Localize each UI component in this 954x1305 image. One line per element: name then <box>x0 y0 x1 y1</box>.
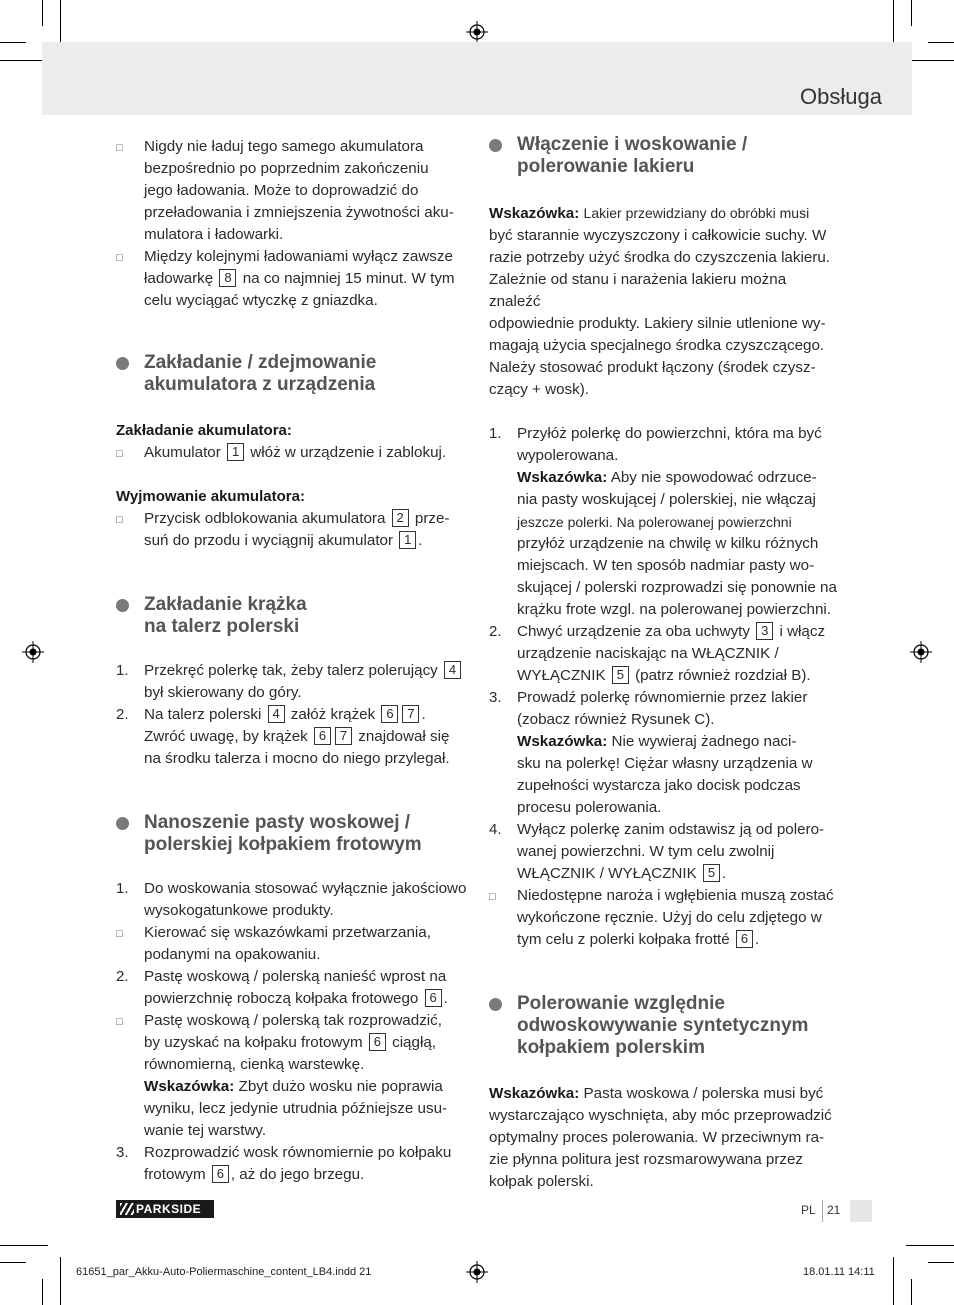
text-line: Przyłóż polerkę do powierzchni, która ma być <box>517 425 822 442</box>
text-line <box>517 863 841 885</box>
text-line: wystarczająco wyschnięta, aby móc przeprowadzić <box>489 1107 832 1124</box>
part-number-ref: 2 <box>392 509 409 527</box>
text-line: procesu polerowania. <box>517 799 662 816</box>
part-number-ref: 6 <box>212 1165 229 1183</box>
text-line: celu wyciągać wtyczkę z gniazdka. <box>144 292 378 309</box>
section-bullet-icon <box>489 139 502 152</box>
text-line: był skierowany do góry. <box>144 684 302 701</box>
square-bullet-icon: □ <box>116 448 123 460</box>
list-number: 3. <box>116 1144 129 1161</box>
text-fragment: . <box>418 532 423 549</box>
heading-line: Zakładanie krążka <box>144 594 307 615</box>
crop-mark <box>928 1262 954 1263</box>
text-line: Pastę woskową / polerską tak rozprowadzić, <box>144 1012 442 1029</box>
list-item <box>116 660 468 704</box>
list-item <box>116 878 468 922</box>
heading-line: polerowanie lakieru <box>517 156 695 177</box>
text-line <box>144 988 468 1010</box>
note-label: Wskazówka: <box>489 205 580 222</box>
text-fragment: Lakier przewidziany do obróbki musi <box>583 205 810 221</box>
text-line: urządzenie naciskając na WŁĄCZNIK / <box>517 645 779 662</box>
text-line <box>144 442 468 464</box>
list-number: 2. <box>116 968 129 985</box>
text-line: jeszcze polerki. Na polerowanej powierzchni <box>517 514 792 530</box>
brand-text: PARKSIDE <box>136 1202 202 1216</box>
logo-stripes-icon <box>120 1203 134 1215</box>
crop-mark <box>911 0 912 26</box>
square-bullet-icon: □ <box>116 252 123 264</box>
text-line: przeładowania i zmniejszenia żywotności aku- <box>144 204 454 221</box>
list-item <box>489 687 841 819</box>
registration-mark-icon <box>910 641 932 663</box>
text-line: optymalny proces polerowania. W przeciwnym ra- <box>489 1129 825 1146</box>
text-line <box>517 929 841 951</box>
text-line: jego ładowania. Może to doprowadzić do <box>144 182 419 199</box>
part-number-ref: 1 <box>399 531 416 549</box>
crop-mark <box>42 1279 43 1305</box>
print-slug-file: 61651_par_Akku-Auto-Poliermaschine_content_LB4.indd 21 <box>76 1266 372 1278</box>
text-line <box>144 508 468 530</box>
text-line <box>144 530 468 552</box>
text-line <box>517 621 841 643</box>
text-fragment: na co najmniej 15 minut. W tym <box>242 270 455 287</box>
list-item <box>489 885 841 951</box>
crop-mark <box>0 1262 26 1263</box>
text-fragment: suń do przodu i wyciągnij akumulator <box>144 532 394 549</box>
text-fragment: Nie wywieraj żadnego naci- <box>611 733 797 750</box>
text-fragment: ciągłą, <box>392 1034 436 1051</box>
part-number-ref: 5 <box>612 666 629 684</box>
section-heading <box>489 134 841 178</box>
text-line: razie potrzeby użyć środka do czyszczenia lakieru. <box>489 249 831 266</box>
section-heading <box>489 993 841 1059</box>
crop-mark <box>60 1257 61 1305</box>
text-fragment: by uzyskać na kołpaku frotowym <box>144 1034 363 1051</box>
list-item <box>116 508 468 552</box>
text-line: Kierować się wskazówkami przetwarzania, <box>144 924 431 941</box>
list-number: 1. <box>116 662 129 679</box>
text-fragment: Akumulator <box>144 444 221 461</box>
list-item <box>116 922 468 966</box>
list-item <box>116 704 468 770</box>
text-line: przyłóż urządzenie na chwilę w kilku różnych <box>517 535 819 552</box>
text-fragment: Zwróć uwagę, by krążek <box>144 728 308 745</box>
text-line <box>489 1083 841 1105</box>
text-line: zie płynna politura jest rozsmarowywana przez <box>489 1151 804 1168</box>
text-fragment: . <box>754 931 760 948</box>
text-fragment: . <box>721 865 727 882</box>
text-line <box>144 1076 468 1098</box>
list-item <box>116 246 468 312</box>
list-number: 1. <box>116 880 129 897</box>
crop-mark <box>0 1245 48 1246</box>
text-line: wysokogatunkowe produkty. <box>144 902 334 919</box>
text-fragment: , aż do jego brzegu. <box>230 1166 365 1183</box>
text-line: być starannie wyczyszczony i całkowicie suchy. W <box>489 227 827 244</box>
crop-mark <box>42 0 43 26</box>
text-line: Rozprowadzić wosk równomiernie po kołpaku <box>144 1144 452 1161</box>
text-line: sku na polerkę! Ciężar własny urządzenia w <box>517 755 813 772</box>
text-line: zupełności wystarcza jako docisk podczas <box>517 777 801 794</box>
registration-mark-icon <box>466 21 488 43</box>
part-number-ref: 6 <box>736 930 753 948</box>
text-fragment: Na talerz polerski <box>144 706 262 723</box>
text-line: Między kolejnymi ładowaniami wyłącz zawsze <box>144 248 453 265</box>
subheading: Zakładanie akumulatora: <box>116 422 292 439</box>
text-fragment: Chwyć urządzenie za oba uchwyty <box>517 623 750 640</box>
list-item <box>116 1142 468 1186</box>
part-number-ref: 8 <box>219 269 236 287</box>
square-bullet-icon: □ <box>116 142 123 154</box>
list-item <box>116 442 468 464</box>
list-item <box>116 1010 468 1142</box>
text-line: równomierną, cienką warstewkę. <box>144 1056 365 1073</box>
text-fragment: załóż krążek <box>290 706 376 723</box>
text-line: Należy stosować produkt łączony (środek czysz- <box>489 359 816 376</box>
list-number: 3. <box>489 689 502 706</box>
text-line: bezpośrednio po poprzednim zakończeniu <box>144 160 429 177</box>
text-line: odpowiednie produkty. Lakiery silnie utlenione wy- <box>489 315 826 332</box>
text-line: skującej / polerski rozprowadzi się ponownie na <box>517 579 837 596</box>
heading-line: Polerowanie względnie <box>517 993 725 1014</box>
part-number-ref: 4 <box>268 705 285 723</box>
crop-mark <box>0 60 48 61</box>
text-line <box>144 704 468 726</box>
text-fragment: Przycisk odblokowania akumulatora <box>144 510 386 527</box>
crop-mark <box>893 0 894 48</box>
part-number-ref: 3 <box>756 622 773 640</box>
text-line: krążku frote wzgl. na polerowanej powierzchni. <box>517 601 832 618</box>
section-bullet-icon <box>116 817 129 830</box>
note-label: Wskazówka: <box>517 733 608 750</box>
registration-mark-icon <box>466 1261 488 1283</box>
text-line: magają użycia specjalnego środka czyszczącego. <box>489 337 825 354</box>
text-fragment: (patrz również rozdział B). <box>635 667 811 684</box>
section-heading <box>116 352 468 396</box>
list-number: 4. <box>489 821 502 838</box>
list-item <box>489 819 841 885</box>
crop-mark <box>928 42 954 43</box>
left-column <box>116 132 468 1186</box>
text-line: Wyłącz polerkę zanim odstawisz ją od polero- <box>517 821 825 838</box>
square-bullet-icon: □ <box>116 1016 123 1028</box>
parkside-logo <box>116 1200 214 1218</box>
header-band <box>42 42 912 115</box>
note-paragraph <box>489 202 841 401</box>
subheading: Wyjmowanie akumulatora: <box>116 488 305 505</box>
section-bullet-icon <box>116 357 129 370</box>
text-line <box>517 731 841 753</box>
text-line: Do woskowania stosować wyłącznie jakościowo <box>144 880 467 897</box>
print-slug-date: 18.01.11 14:11 <box>803 1266 875 1278</box>
square-bullet-icon: □ <box>116 928 123 940</box>
footer-tab <box>850 1200 872 1222</box>
text-fragment: włóż w urządzenie i zablokuj. <box>250 444 447 461</box>
part-number-ref: 4 <box>444 661 461 679</box>
section-heading <box>116 812 468 856</box>
crop-mark <box>0 42 26 43</box>
list-number: 1. <box>489 425 502 442</box>
part-number-ref: 6 <box>314 727 331 745</box>
text-line: na środku talerza i mocno do niego przylegał. <box>144 750 450 767</box>
part-number-ref: 5 <box>703 864 720 882</box>
heading-line: Zakładanie / zdejmowanie <box>144 352 377 373</box>
text-fragment: ładowarkę <box>144 270 214 287</box>
text-line: miejscach. W ten sposób nadmiar pasty wo- <box>517 557 815 574</box>
list-number: 2. <box>116 706 129 723</box>
part-number-ref: 6 <box>425 989 442 1007</box>
page-number: 21 <box>827 1203 841 1217</box>
text-line: podanymi na opakowaniu. <box>144 946 321 963</box>
section-bullet-icon <box>489 998 502 1011</box>
text-line: mulatora i ładowarki. <box>144 226 284 243</box>
list-item <box>116 136 468 246</box>
note-paragraph <box>489 1083 841 1193</box>
text-line: Prowadź polerkę równomiernie przez lakier <box>517 689 808 706</box>
text-line: Niedostępne naroża i wgłębienia muszą zostać <box>517 887 834 904</box>
text-fragment: WYŁĄCZNIK <box>517 667 606 684</box>
list-number: 2. <box>489 623 502 640</box>
part-number-ref: 1 <box>227 443 244 461</box>
text-fragment: tym celu z polerki kołpaka frotté <box>517 931 730 948</box>
text-line: (zobacz również Rysunek C). <box>517 711 715 728</box>
text-fragment: znajdował się <box>358 728 450 745</box>
text-line <box>144 1164 468 1186</box>
list-item <box>116 966 468 1010</box>
text-fragment: . <box>421 706 426 723</box>
page-title: Obsługa <box>800 84 882 109</box>
language-code: PL <box>801 1203 816 1217</box>
section-bullet-icon <box>116 599 129 612</box>
text-fragment: WŁĄCZNIK / WYŁĄCZNIK <box>517 865 697 882</box>
text-line: wanej powierzchni. W tym celu zwolnij <box>517 843 775 860</box>
crop-mark <box>911 1279 912 1305</box>
part-number-ref: 7 <box>335 727 352 745</box>
text-fragment: prze- <box>414 510 450 527</box>
text-line: Nigdy nie ładuj tego samego akumulatora <box>144 138 424 155</box>
text-line: nia pasty woskującej / polerskiej, nie włączaj <box>517 491 816 508</box>
heading-line: odwoskowywanie syntetycznym <box>517 1015 809 1036</box>
square-bullet-icon: □ <box>116 514 123 526</box>
list-item <box>489 621 841 687</box>
text-line <box>144 268 468 290</box>
heading-line: akumulatora z urządzenia <box>144 374 376 395</box>
heading-line: kołpakiem polerskim <box>517 1037 705 1058</box>
crop-mark <box>893 1257 894 1305</box>
list-item <box>489 423 841 621</box>
section-heading <box>116 594 468 638</box>
right-column <box>489 132 841 1193</box>
text-line: Zależnie od stanu i narażenia lakieru można znaleźć <box>489 271 787 310</box>
heading-line: na talerz polerski <box>144 616 300 637</box>
crop-mark <box>906 60 954 61</box>
text-line <box>517 665 841 687</box>
text-line: wykończone ręcznie. Użyj do celu zdjętego w <box>517 909 822 926</box>
part-number-ref: 6 <box>369 1033 386 1051</box>
text-line: Pastę woskową / polerską nanieść wprost na <box>144 968 447 985</box>
text-fragment: i włącz <box>779 623 826 640</box>
text-fragment: Pasta woskowa / polerska musi być <box>583 1085 824 1102</box>
text-line: kołpak polerski. <box>489 1173 594 1190</box>
text-fragment: frotowym <box>144 1166 206 1183</box>
text-fragment: powierzchnię roboczą kołpaka frotowego <box>144 990 419 1007</box>
footer-divider <box>822 1200 823 1222</box>
heading-line: Włączenie i woskowanie / <box>517 134 748 155</box>
part-number-ref: 7 <box>402 705 419 723</box>
text-line <box>144 1032 468 1054</box>
text-line: wypolerowana. <box>517 447 619 464</box>
text-fragment: Przekręć polerkę tak, żeby talerz polerujący <box>144 662 438 679</box>
heading-line: polerskiej kołpakiem frotowym <box>144 834 422 855</box>
text-fragment: Zbyt dużo wosku nie poprawia <box>238 1078 443 1095</box>
note-label: Wskazówka: <box>517 469 608 486</box>
text-line <box>489 202 841 225</box>
note-label: Wskazówka: <box>489 1085 580 1102</box>
crop-mark <box>906 1245 954 1246</box>
text-line: wanie tej warstwy. <box>144 1122 267 1139</box>
square-bullet-icon: □ <box>489 891 496 903</box>
text-line <box>144 726 468 748</box>
registration-mark-icon <box>22 641 44 663</box>
crop-mark <box>60 0 61 48</box>
heading-line: Nanoszenie pasty woskowej / <box>144 812 411 833</box>
text-line: czący + wosk). <box>489 381 590 398</box>
text-fragment: Aby nie spowodować odrzuce- <box>610 469 817 486</box>
text-line <box>144 660 468 682</box>
text-line <box>517 467 841 489</box>
text-fragment: . <box>443 990 448 1007</box>
part-number-ref: 6 <box>381 705 398 723</box>
text-line: wyniku, lecz jedynie utrudnia późniejsze usu- <box>144 1100 448 1117</box>
note-label: Wskazówka: <box>144 1078 235 1095</box>
